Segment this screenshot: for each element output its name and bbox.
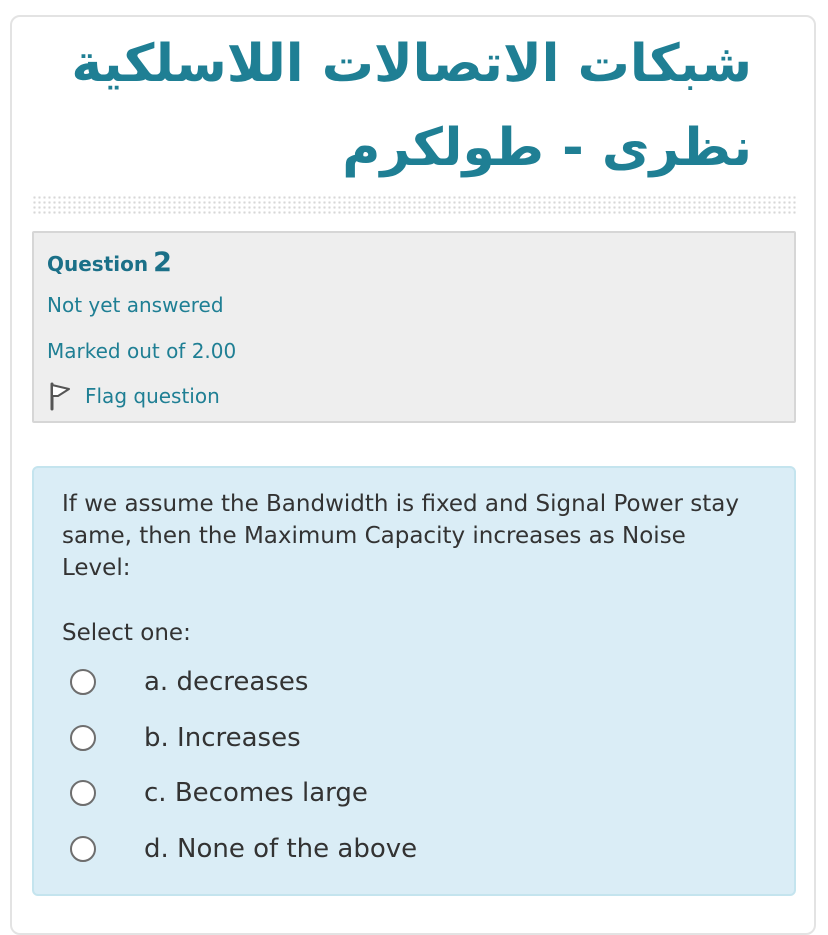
radio-button[interactable] bbox=[70, 669, 96, 695]
question-state: Not yet answered bbox=[47, 293, 224, 317]
course-title: شبكات الاتصالات اللاسلكية نظرى - طولكرم bbox=[71, 34, 752, 178]
answer-option-d[interactable] bbox=[70, 829, 417, 869]
radio-button[interactable] bbox=[70, 836, 96, 862]
answer-option-c[interactable] bbox=[70, 773, 368, 813]
select-one-prompt: Select one: bbox=[62, 620, 191, 646]
option-label bbox=[144, 834, 417, 864]
radio-button[interactable] bbox=[70, 780, 96, 806]
option-label bbox=[144, 778, 368, 808]
flag-outline-icon bbox=[47, 381, 73, 411]
flag-question-link[interactable] bbox=[47, 381, 220, 411]
option-text: Becomes large bbox=[174, 778, 368, 808]
option-letter: b. bbox=[144, 723, 169, 753]
option-letter: d. bbox=[144, 834, 169, 864]
flag-question-label: Flag question bbox=[85, 384, 220, 408]
option-label bbox=[144, 667, 308, 697]
option-text: decreases bbox=[176, 667, 309, 697]
question-number bbox=[47, 247, 172, 278]
answer-option-a[interactable] bbox=[70, 662, 308, 702]
question-formulation bbox=[32, 466, 796, 896]
question-number-value: 2 bbox=[153, 247, 172, 278]
option-letter: a. bbox=[144, 667, 169, 697]
option-text: Increases bbox=[177, 723, 301, 753]
question-info-panel bbox=[32, 231, 796, 423]
option-text: None of the above bbox=[177, 834, 418, 864]
dotted-divider bbox=[32, 195, 796, 215]
option-label bbox=[144, 723, 301, 753]
option-letter: c. bbox=[144, 778, 167, 808]
question-text: If we assume the Bandwidth is fixed and Signal Power stay same, then the Maximum Capacity increases as Noise Level: bbox=[62, 491, 740, 581]
answer-option-b[interactable] bbox=[70, 718, 301, 758]
question-grade: Marked out of 2.00 bbox=[47, 339, 237, 363]
radio-button[interactable] bbox=[70, 725, 96, 751]
question-label: Question bbox=[47, 252, 149, 276]
